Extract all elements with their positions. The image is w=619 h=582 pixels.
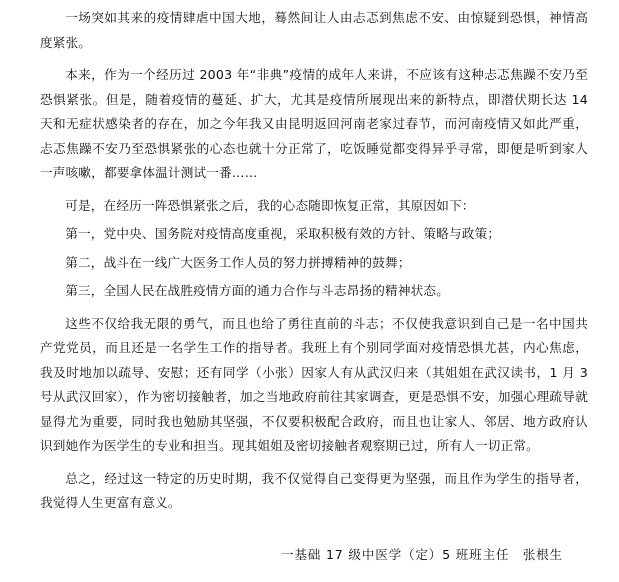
paragraph-reason-1: 第一，党中央、国务院对疫情高度重视，采取积极有效的方针、策略与政策； — [65, 226, 501, 241]
paragraph-reason-2: 第二，战斗在一线广大医务工作人员的努力拼搏精神的鼓舞； — [65, 254, 411, 270]
signature-line: 一基础 17 级中医学（定）5 班班主任 张根生 — [281, 547, 563, 562]
paragraph-experience: 这些不仅给我无限的勇气，而且也给了勇往直前的斗志；不仅使我意识到自己是一名中国共产党党员，而且还是一名学生工作的指导者。我班上有个别同学面对疫情恐惧尤甚，内心焦虑，我及时地加以疏导、安慰；还有同学（小张）因家人有从武汉归来（其姐姐在武汉读书，1 月 3 号从武汉回家），作为密切接触者，加之当地政府前往其家调查，更是恐惧不安，加强心理疏导就显得尤为重要，同时我也勉励其坚强，不仅要积极配合政府，而且也让家人、邻居、地方政府认识到她作为医学生的专业和担当。现其姐姐及密切接触者观察期已过，所有人一切正常。 — [40, 315, 588, 453]
paragraph-reason-3: 第三，全国人民在战胜疫情方面的通力合作与斗志昂扬的精神状态。 — [65, 283, 449, 298]
paragraph-conclusion: 总之，经过这一特定的历史时期，我不仅觉得自己变得更为坚强，而且作为学生的指导者，我觉得人生更富有意义。 — [40, 470, 588, 510]
paragraph-reasons-intro: 可是，在经历一阵恐惧紧张之后，我的心态随即恢复正常，其原因如下： — [65, 197, 475, 213]
paragraph-intro: 一场突如其来的疫情肆虐中国大地，蓦然间让人由忐忑到焦虑不安、由惊疑到恐惧，神情高度紧张。 — [40, 10, 588, 50]
paragraph-background: 本来，作为一个经历过 2003 年“非典”疫情的成年人来讲，不应该有这种忐忑焦躁不安乃至恐惧紧张。但是，随着疫情的蔓延、扩大，尤其是疫情所展现出来的新特点，即潜伏期长达 14 天和无症状感染者的存在，加之今年我又由昆明返回河南老家过春节，而河南疫情又如此严重，忐忑焦躁不安乃至恐惧紧张的心态也就十分正常了，吃饭睡觉都变得异乎寻常，即便是听到家人一声咳嗽，都要拿体温计测试一番…… — [40, 67, 588, 180]
document-body — [40, 6, 588, 524]
